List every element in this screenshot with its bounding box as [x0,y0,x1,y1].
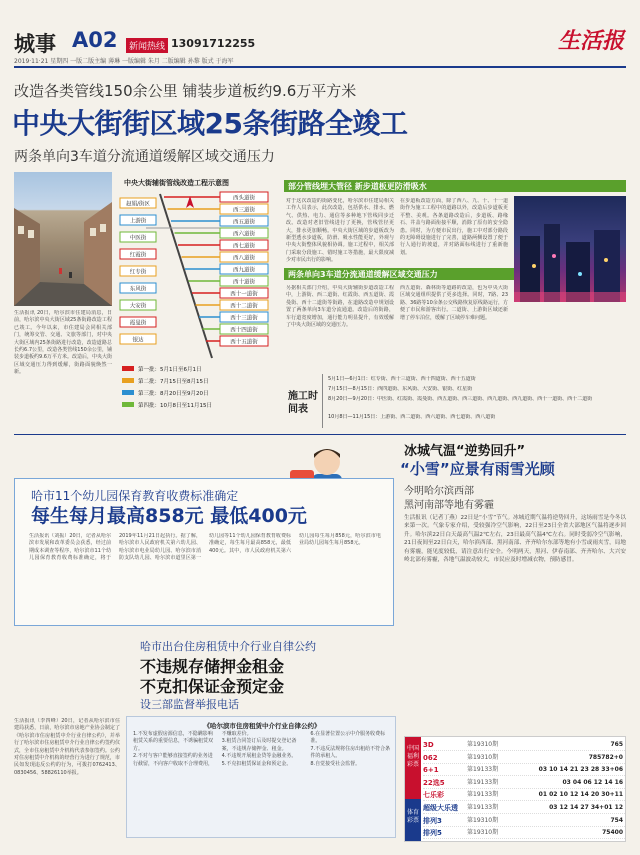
lottery-side-sports [405,799,421,841]
street-photo [14,172,112,306]
legend-label: 第一批：5月1日至6月1日 [138,367,202,373]
section-2-col-2: 西五道街、森林街等道路的改造，也为中央大街区域交通组织提供了更多选择。同时，7路、23路、36路等10余条公交线路恢复原线路运行，方便了市民和游客出行。二道街、上游街区域还新增了停车泊位，缓解了区域停车难问题。 [400,285,508,321]
lottery-row [423,802,625,814]
main-street-label: 大安街 [129,303,147,310]
side-street-label: 西头道街 [232,195,256,202]
timetable-label: 施工时间表 [288,391,318,415]
weather-headline: “小雪”应景有雨雪光顾 [400,460,555,478]
lottery-game: 排列3 [423,816,442,825]
legend-swatch [122,402,134,407]
lottery-side-label: 中国 [406,745,419,752]
map-graphic [116,188,278,422]
clauses-list [133,731,391,835]
lottery-numbers: 03 04 06 12 14 16 [562,778,623,786]
night-scene [514,196,626,302]
section-name: 城事 [14,31,56,56]
lottery-row [423,777,625,789]
legend-label: 第二批：7月15日至8月15日 [138,379,209,385]
clause-item: 7.不违反法规将住房出租给不符合条件的承租人。 [310,745,391,760]
night-photo [514,196,626,302]
lottery-side-label: 体育 [406,809,419,816]
timetable [284,372,626,432]
lottery-side-label: 福利 [406,753,419,760]
lottery-issue: 第19310期 [467,741,499,748]
lottery-row [423,764,625,776]
side-street-label: 西七道街 [232,243,256,250]
lottery-numbers: 765 [610,741,623,748]
lottery-row [423,815,625,827]
lottery-issue: 第19133期 [467,766,499,774]
lottery-row [423,739,625,751]
lottery-game: 七乐彩 [423,791,444,800]
lottery-side-label: 彩票 [406,761,419,768]
main-street-label: 东风街 [129,286,147,293]
clause-item: 8.自觉接受社会监督。 [310,760,361,767]
main-street-label: 银达 [132,337,144,344]
page-number: A02 [72,28,118,52]
legend-swatch [122,366,134,371]
rental-headline-2: 不克扣保证金预定金 [140,677,285,696]
main-avenue-line [160,194,212,358]
masthead [14,22,626,65]
map-title: 中央大街辅街管线改造工程示意图 [124,179,229,187]
lottery-issue: 第19133期 [467,791,499,799]
lottery-game: 6+1 [423,766,439,775]
clause-item: 5.不克扣租赁保证金和预定金。 [221,760,292,767]
lottery-game: 3D [423,741,434,749]
north-arrow-icon [186,196,194,208]
main-street-label: 上游街 [129,218,147,225]
lottery-side-welfare [405,737,421,799]
rental-headline-1: 不违规存储押金租金 [140,657,285,676]
main-street-label: 霞曼街 [129,320,147,327]
lottery-game: 22选5 [423,778,445,787]
lead-subhead: 两条单向3车道分流通道缓解区域交通压力 [14,149,275,165]
side-street-label: 西十二道街 [230,303,258,310]
side-street-label: 西十三道街 [230,315,258,322]
section-1-col-1: 对于这次改造的街路变化，哈尔滨市住建局相关工作人员表示，此次改造，包括供水、排水、燃气、供热、电力、通信等多种地下管线同步迁改。改造对老旧管线进行了更换，管线管径更大，排水更加顺畅。中央大街区域的步道板改为新型透水步道板，防滑、吸水性能更好，外观与中央大街整体风貌相协调。施工过程中，相关部门采取分段施工、错时施工等措施，最大限度减少对市民出行的影响。 [286,198,394,264]
side-street-label: 西十一道街 [230,291,258,298]
main-street-label: 中医街 [129,235,147,242]
lottery-numbers: 754 [610,816,623,824]
lottery-issue: 第19310期 [467,753,499,761]
clause-item: 2.不对与客户能够直接签约的业务进行截留，不向客户收取不合理费用，不赚取差价。 [133,731,252,767]
main-street-label: 红专街 [129,269,147,276]
rental-body: 生活报讯（李四峰）20日，记者从哈尔滨市住建局获悉，日前，哈尔滨市房地产业协会制定了《哈尔滨市住房租赁中介行业自律公约》，并举行了哈尔滨市住房租赁中介行业自律公约签约仪式，全市住房租赁中介机构代表参加签约。公约对住房租赁中介机构的经营行为进行了规范，市民如发现违反公约的行为，可拨打0762413、0830456、58826110举报。 [14,718,120,776]
section-title-2: 两条单向3车道分流通道缓解区域交通压力 [288,270,438,279]
lead-kicker: 改造各类管线150余公里 铺装步道板约9.6万平方米 [14,82,357,100]
lottery-side-label: 彩票 [406,817,419,824]
newspaper-logo: 生活报 [557,28,624,54]
weather-subhead-1: 今明哈尔滨西部 [404,486,474,497]
section-bar-2 [284,268,514,280]
hotline-number: 13091712255 [171,37,256,50]
clause-item: 3.租赁合同签订后及时提交登记备案，不违规存储押金、租金。 [221,738,297,752]
rental-clauses-box [126,716,396,838]
weather-subhead-2: 黑河南部等地有雾霾 [404,500,494,511]
masthead-rule [14,66,626,68]
timetable-row-2: 7月15日—8月15日：西四道街、东风街、大安街、银街、红星街 [328,386,473,392]
lottery-row [423,827,625,839]
page-divider [14,434,626,435]
lottery-numbers: 03 10 14 21 23 28 33+06 [538,766,623,774]
section-title-1: 部分管线埋大管径 新步道板更防滑吸水 [288,182,427,191]
lottery-rows [423,739,625,841]
timetable-row-3: 8月20日—9月20日：中医街、红霞街、霞曼街、西五道街、西三道街、西九道街、西九道街、西十一道街、西十二道街 [328,396,593,402]
lottery-issue: 第19133期 [467,778,499,786]
lottery-issue: 第19310期 [467,816,499,824]
clause-item: 4.不违规开展租金贷等金融业务。 [221,753,297,760]
side-street-label: 西五道街 [232,219,256,226]
rental-subhead: 设三部监督举报电话 [140,698,239,711]
lottery-row [423,789,625,801]
lottery-issue: 第19310期 [467,829,499,837]
kindergarten-box [14,478,394,626]
main-street-label: 赵娟/街区 [126,201,150,208]
section-bar-1 [284,180,626,192]
lead-headline: 中央大街街区域25条街路全竣工 [12,107,408,140]
section-1-col-2: 在步道板改造方面，除了西八、九、十、十一道街作为施工工程中的道路以外，改造后步道板更平整、美观。各条道路改造后，步道板、路缘石、井盖与路面衔接平顺，消除了原有的安全隐患。同时，为方便市民出行，施工中对部分路段的无障碍设施进行了完善，道路两侧设置了便于行人通行的坡道，并对路面标线进行了重新施划。 [400,198,508,256]
legend-label: 第三批：8月20日至9月20日 [138,391,209,397]
rental-kicker: 哈市出台住房租赁中介行业自律公约 [140,640,316,653]
hotline-label: 新闻热线 [126,38,168,53]
weather-kicker: 冰城气温“逆势回升” [404,444,526,459]
legend-swatch [122,390,134,395]
timetable-row-4: 10月8日—11月15日：上游街、西二道街、西六道街、西七道街、西八道街 [328,414,496,420]
side-street-label: 西九道街 [232,267,256,274]
kindergarten-kicker: 哈市11个幼儿园保育教育收费标准确定 [31,489,239,503]
lottery-box [404,736,626,842]
timetable-rule [322,374,323,428]
section-2-col-1: 另据相关部门介绍，中央大街辅街步道改造工程中，上游街、西二道街、红霞街、西五道街、霞曼街、西十二道街等街路，在道路改造中规划设置了两条单向3车道分流通道。改造后的街路，车行道宽度增加，通行能力明显提升，有效缓解了中央大街区域的交通压力。 [286,285,394,329]
lottery-row [423,752,625,764]
clause-item: 6.在显著位置公示中介服务收费标准。 [310,731,386,745]
kindergarten-headline: 每生每月最高858元 最低400元 [31,505,307,527]
clause-item: 1.不发布虚假房源信息，不隐瞒影响租赁关系的重要信息，不诱骗租赁双方。 [133,731,214,752]
side-street-label: 西十道街 [232,279,256,286]
main-street-label: 红霞街 [129,252,147,259]
clauses-title: 《哈尔滨市住房租赁中介行业自律公约》 [203,722,321,730]
lottery-numbers: 785782+0 [588,753,623,761]
lottery-issue: 第19133期 [467,804,499,811]
lottery-game: 超级大乐透 [423,804,458,812]
lottery-game: 062 [423,753,438,762]
timetable-row-1: 5月1日—6月1日：红专街、西十三道街、西十四道街、西十五道街 [328,376,476,382]
side-street-label: 西三道街 [232,207,256,214]
side-street-label: 西六道街 [232,231,256,238]
lottery-numbers: 75400 [602,829,623,837]
side-street-label: 西十四道街 [230,327,258,334]
lottery-game: 排列5 [423,829,442,838]
dateline: 2019·11·21 星期四 一版二版主编 薄琳 一版编辑 朱月 二版编辑 孙黎 版式 于海军 [14,58,234,65]
legend-swatch [122,378,134,383]
kindergarten-body: 生活报讯（刘振）20日，记者从哈尔滨市发展和改革委员会获悉，经过前期成本调查等程序，哈尔滨市11个幼儿园保育教育收费标准确定，将于2019年11月21日起执行。据了解，哈尔滨市人民政府机关第六幼儿园、哈尔滨市电业局幼儿园、哈尔滨市消防支队幼儿园、哈尔滨市道里区第一幼儿园等11个幼儿园保育教育收费标准确定，每生每月最高858元，最低400元。其中，市人民政府机关第六幼儿园每生每月858元，哈尔滨市电业局幼儿园每生每月858元。 [29,533,381,562]
lottery-numbers: 01 02 10 12 14 20 30+11 [538,791,623,799]
lottery-numbers: 03 12 14 27 34+01 12 [549,804,623,811]
side-street-label: 西八道街 [232,255,256,262]
side-street-label: 西十五道街 [230,339,258,346]
photo-caption: 生活报讯 20日，哈尔滨市住建局消息，日前，哈尔滨中央大街区域25条街路改造工程已竣工。今年以来，市住建局会同相关部门，统筹交管、交通、文旅等部门，对中央大街区域内25条街路进行改造，改造道路总长约6.7公里，改造各类管线150余公里，铺装步道板约9.6万平方米。改造后，中央大街区域交通压力得到缓解，街路面貌焕然一新。 [14,310,112,376]
street-map [116,172,278,422]
street-scene [14,172,112,306]
legend-label: 第四批：10月8日至11月15日 [138,403,212,409]
weather-body: 生活报讯（记者丁燕）22日是“小雪”节气。冰城近期气温将逆势回升，这场雨雪是今冬以来第一次。气象专家介绍，受较强冷空气影响，22日至23日全省大部地区气温将逐步回升。哈尔滨22日白天最高气温2℃左右，23日最高气温4℃左右。同时受弱冷空气影响，21日夜间至22日白天，哈尔滨西部、黑河南部、齐齐哈尔东部等地有小雪或雨夹雪，局地有雾霾，能见度较低，请注意出行安全。今明两天，黑河、伊春南部、齐齐哈尔、大兴安岭北部有雾霾，各地气温波动较大，市民应及时增减衣物，预防感冒。 [404,515,626,564]
